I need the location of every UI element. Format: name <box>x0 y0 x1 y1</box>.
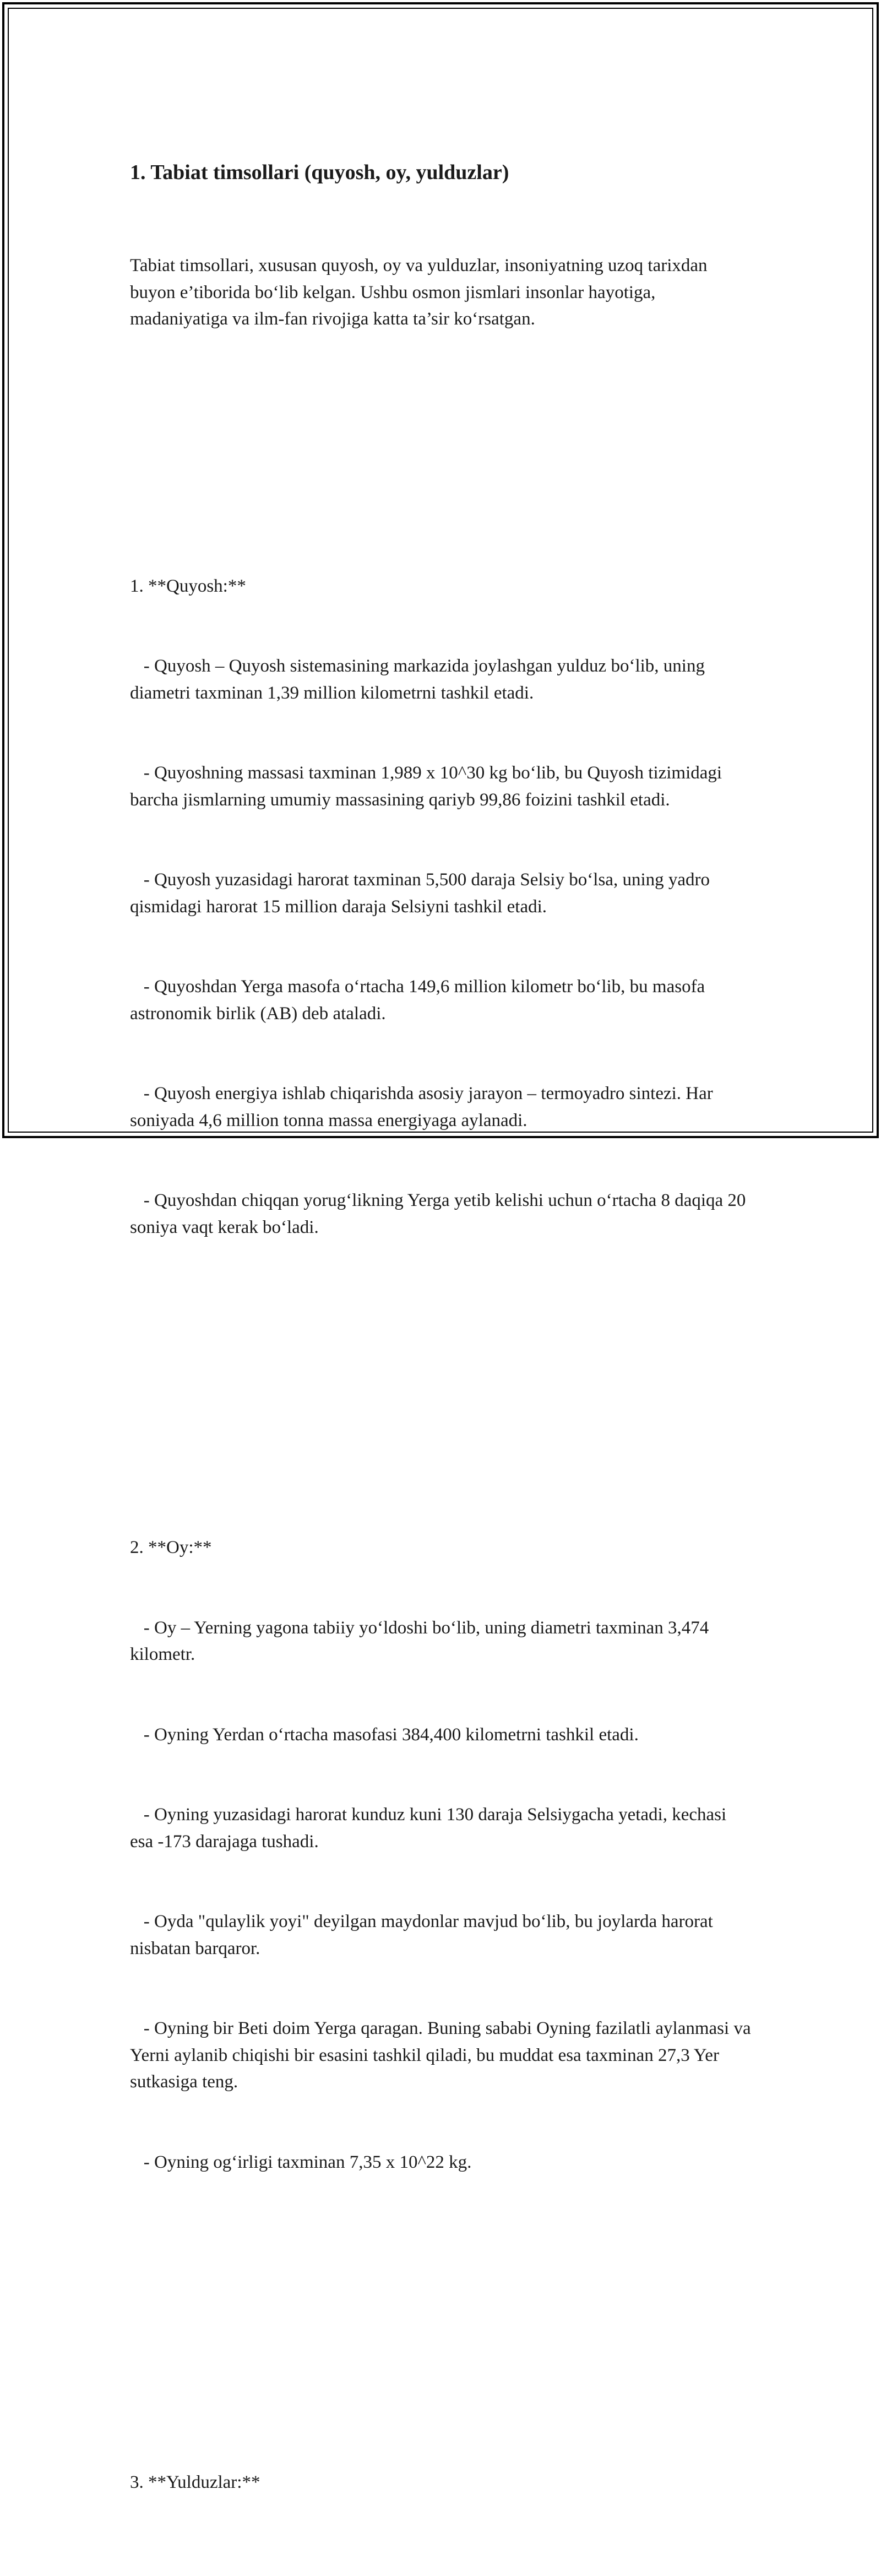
document-title: 1. Tabiat timsollari (quyosh, oy, yulduzlar) <box>130 161 509 184</box>
list-item: - Oyning Yerdan o‘rtacha masofasi 384,400 kilometrni tashkil etadi. <box>130 1724 639 1745</box>
section-heading: 1. **Quyosh:** <box>130 576 246 596</box>
section-yulduzlar <box>130 2416 752 2550</box>
intro-paragraph: Tabiat timsollari, xususan quyosh, oy va yulduzlar, insoniyatning uzoq tarixdan buyon e’tiborida bo‘lib kelgan. Ushbu osmon jismlari insonlar hayotiga, madaniyatiga va ilm-fan rivojiga katta ta’sir ko‘rsatgan. <box>130 256 712 329</box>
list-item: - Quyosh energiya ishlab chiqarishda asosiy jarayon – termoyadro sintezi. Har soniyada 4,6 million tonna massa energiyaga aylanadi. <box>130 1084 718 1130</box>
list-item: - Oyda "qulaylik yoyi" deyilgan maydonlar mavjud bo‘lib, bu joylarda harorat nisbatan barqaror. <box>130 1912 718 1958</box>
spacer <box>130 413 752 439</box>
spacer <box>130 2309 752 2336</box>
section-oy <box>130 1481 755 2229</box>
list-item: - Quyoshdan Yerga masofa o‘rtacha 149,6 million kilometr bo‘lib, bu masofa astronomik birlik (AB) deb ataladi. <box>130 977 710 1024</box>
list-item: - Oyning bir Beti doim Yerga qaragan. Buning sababi Oyning fazilatli aylanmasi va Yerni aylanib chiqishi bir esasini tashkil qiladi, bu muddat esa taxminan 27,3 Yer sutkasiga teng. <box>130 2018 755 2092</box>
list-item: - Quyoshning massasi taxminan 1,989 x 10^30 kg bo‘lib, bu Quyosh tizimidagi barcha jismlarning umumiy massasining qariyb 99,86 foizini tashkil etadi. <box>130 763 727 810</box>
spacer <box>130 1374 752 1401</box>
section-heading: 3. **Yulduzlar:** <box>130 2472 260 2492</box>
list-item: - Quyosh yuzasidagi harorat taxminan 5,500 daraja Selsiy bo‘lsa, uning yadro qismidagi harorat 15 million daraja Selsiyni tashkil etadi. <box>130 870 715 917</box>
list-item: - Oyning yuzasidagi harorat kunduz kuni 130 daraja Selsiygacha yetadi, kechasi esa -173 darajaga tushadi. <box>130 1805 731 1852</box>
section-heading: 2. **Oy:** <box>130 1538 212 1557</box>
list-item: - Quyosh – Quyosh sistemasining markazida joylashgan yulduz bo‘lib, uning diametri taxminan 1,39 million kilometrni tashkil etadi. <box>130 656 710 703</box>
list-item: - Quyoshdan chiqqan yorug‘likning Yerga yetib kelishi uchun o‘rtacha 8 daqiqa 20 soniya vaqt kerak bo‘ladi. <box>130 1190 751 1237</box>
list-item: - Oyning og‘irligi taxminan 7,35 x 10^22 kg. <box>130 2152 472 2172</box>
list-item: - Oy – Yerning yagona tabiiy yo‘ldoshi bo‘lib, uning diametri taxminan 3,474 kilometr. <box>130 1617 714 1664</box>
section-quyosh <box>130 519 752 1295</box>
document-body <box>130 105 755 2576</box>
